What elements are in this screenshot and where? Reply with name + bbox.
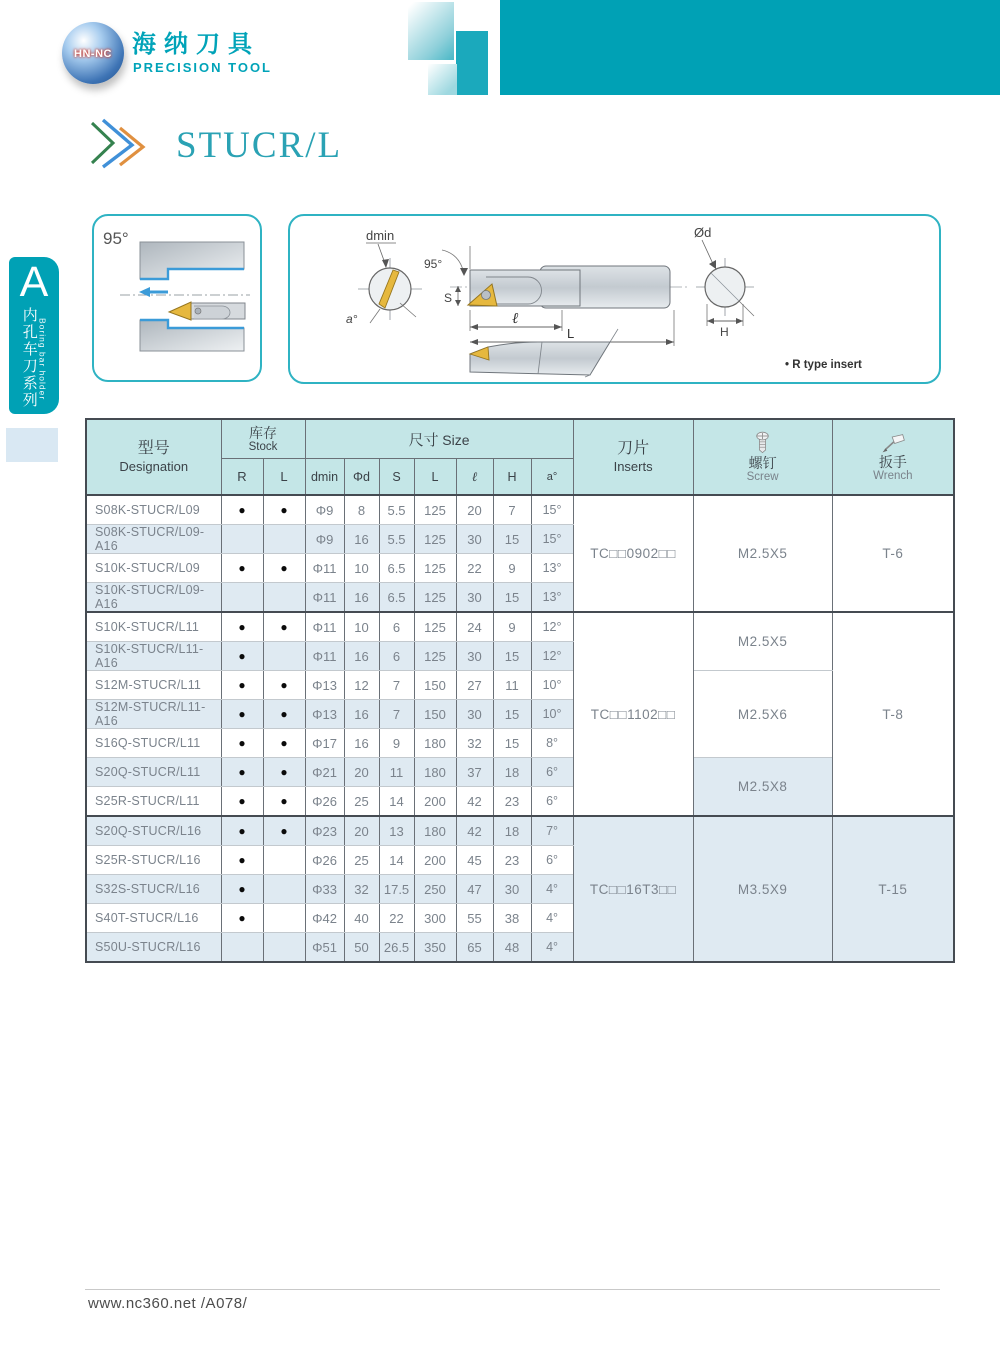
dim-cell: 125 xyxy=(414,583,456,613)
designation-cell: S16Q-STUCR/L11 xyxy=(86,729,221,758)
h-dim-label: H xyxy=(720,325,729,339)
col-header-designation xyxy=(86,419,221,495)
dim-cell: 6.5 xyxy=(379,554,414,583)
dim-cell: 42 xyxy=(456,787,493,817)
subcol-r: R xyxy=(221,459,263,496)
dim-cell: Φ17 xyxy=(305,729,344,758)
stock-l-cell: ● xyxy=(263,495,305,525)
dim-cell: 25 xyxy=(344,787,379,817)
stock-r-cell: ● xyxy=(221,495,263,525)
designation-cn: 型号 xyxy=(137,440,170,458)
stock-l-cell xyxy=(263,583,305,613)
stock-r-cell: ● xyxy=(221,875,263,904)
dim-cell: 30 xyxy=(456,642,493,671)
subcol-od: Φd xyxy=(344,459,379,496)
dim-cell: 8 xyxy=(344,495,379,525)
screw-cell: M2.5X5 xyxy=(693,612,832,671)
designation-en: Designation xyxy=(119,459,189,475)
dim-cell: 125 xyxy=(414,525,456,554)
table-row xyxy=(86,671,954,700)
insert-triangle xyxy=(169,302,191,320)
dim-cell: 9 xyxy=(379,729,414,758)
dim-cell: 150 xyxy=(414,700,456,729)
dim-cell: 30 xyxy=(456,525,493,554)
stock-l-cell: ● xyxy=(263,700,305,729)
dim-cell: 32 xyxy=(344,875,379,904)
dim-cell: 4° xyxy=(531,933,573,963)
designation-cell: S25R-STUCR/L16 xyxy=(86,846,221,875)
dim-cell: 125 xyxy=(414,642,456,671)
dim-cell: 9 xyxy=(493,554,531,583)
od-dim-label: Ød xyxy=(694,225,712,240)
stock-r-cell: ● xyxy=(221,787,263,817)
dim-cell: 7 xyxy=(379,700,414,729)
dim-cell: 350 xyxy=(414,933,456,963)
designation-cell: S12M-STUCR/L11-A16 xyxy=(86,700,221,729)
dim-cell: 13° xyxy=(531,583,573,613)
dim-cell: 20 xyxy=(456,495,493,525)
footer-rule xyxy=(85,1289,940,1290)
dim-cell: 16 xyxy=(344,700,379,729)
diagram-boring-section xyxy=(92,214,262,382)
screw-cn: 螺钉 xyxy=(748,455,777,472)
dmin-label: dmin xyxy=(366,228,395,243)
screw-cell: M2.5X8 xyxy=(693,758,832,817)
company-logo-globe xyxy=(62,22,124,84)
dim-cell: 6° xyxy=(531,787,573,817)
dim-cell: 16 xyxy=(344,642,379,671)
dim-cell: 32 xyxy=(456,729,493,758)
dim-cell: 6 xyxy=(379,642,414,671)
dim-cell: 12° xyxy=(531,642,573,671)
col-header-wrench xyxy=(832,419,954,495)
table-row xyxy=(86,758,954,787)
dim-cell: Φ11 xyxy=(305,583,344,613)
dim-cell: 20 xyxy=(344,816,379,846)
dim-cell: 8° xyxy=(531,729,573,758)
dim-cell: Φ26 xyxy=(305,787,344,817)
designation-cell: S50U-STUCR/L16 xyxy=(86,933,221,963)
page-title: STUCR/L xyxy=(176,125,343,166)
stock-r-cell: ● xyxy=(221,729,263,758)
dim-cell: 15° xyxy=(531,495,573,525)
dim-cell: 13° xyxy=(531,554,573,583)
header-deco-square-gradient xyxy=(408,2,454,60)
sidebar-series-tab xyxy=(9,257,59,414)
spec-table-body xyxy=(86,495,954,962)
wrench-cell: T-8 xyxy=(832,612,954,816)
table-row xyxy=(86,612,954,642)
dim-cell: 37 xyxy=(456,758,493,787)
stock-l-cell: ● xyxy=(263,816,305,846)
dim-cell: 15 xyxy=(493,525,531,554)
dim-cell: Φ42 xyxy=(305,904,344,933)
header-teal-band xyxy=(500,0,1000,95)
dim-cell: Φ23 xyxy=(305,816,344,846)
dim-cell: 5.5 xyxy=(379,525,414,554)
dim-cell: 125 xyxy=(414,612,456,642)
col-header-size xyxy=(305,419,573,459)
dim-cell: 6 xyxy=(379,612,414,642)
stock-l-cell xyxy=(263,904,305,933)
dim-cell: 42 xyxy=(456,816,493,846)
dim-cell: 48 xyxy=(493,933,531,963)
dim-cell: 16 xyxy=(344,729,379,758)
stock-r-cell xyxy=(221,933,263,963)
stock-r-cell: ● xyxy=(221,846,263,875)
designation-cell: S10K-STUCR/L09-A16 xyxy=(86,583,221,613)
dim-cell: 7 xyxy=(379,671,414,700)
dim-cell: 65 xyxy=(456,933,493,963)
dim-cell: 45 xyxy=(456,846,493,875)
screw-icon xyxy=(754,431,771,455)
sidebar-accent-box xyxy=(6,428,58,462)
stock-r-cell: ● xyxy=(221,700,263,729)
dim-cell: 50 xyxy=(344,933,379,963)
dim-cell: 30 xyxy=(456,583,493,613)
dim-cell: 125 xyxy=(414,554,456,583)
col-header-inserts xyxy=(573,419,693,495)
dim-cell: 15 xyxy=(493,729,531,758)
wrench-en: Wrench xyxy=(873,469,913,482)
brand-name-cn: 海纳刀具 xyxy=(132,31,260,58)
subcol-dmin: dmin xyxy=(305,459,344,496)
dim-cell: 47 xyxy=(456,875,493,904)
dim-cell: 40 xyxy=(344,904,379,933)
dim-cell: 24 xyxy=(456,612,493,642)
dim-cell: 26.5 xyxy=(379,933,414,963)
series-name-en: Boring bar holder xyxy=(37,317,48,400)
stock-en: Stock xyxy=(248,440,278,453)
dim-cell: 180 xyxy=(414,758,456,787)
dim-cell: 12 xyxy=(344,671,379,700)
stock-r-cell: ● xyxy=(221,904,263,933)
subcol-length: L xyxy=(414,459,456,496)
dim-cell: 15 xyxy=(493,642,531,671)
triple-chevron-icon xyxy=(88,116,150,172)
designation-cell: S20Q-STUCR/L11 xyxy=(86,758,221,787)
inserts-en: Inserts xyxy=(613,459,653,475)
designation-cell: S10K-STUCR/L11 xyxy=(86,612,221,642)
dim-cell: 7 xyxy=(493,495,531,525)
diagram-tool-dimensions xyxy=(288,214,941,384)
tool-dimension-drawing xyxy=(290,216,935,378)
wrench-cn: 扳手 xyxy=(878,453,907,470)
stock-l-cell xyxy=(263,846,305,875)
dim-cell: 30 xyxy=(456,700,493,729)
dim-cell: 125 xyxy=(414,495,456,525)
dim-cell: 17.5 xyxy=(379,875,414,904)
s-dim-label: S xyxy=(444,291,453,305)
dim-cell: 23 xyxy=(493,846,531,875)
designation-cell: S10K-STUCR/L11-A16 xyxy=(86,642,221,671)
dim-cell: Φ13 xyxy=(305,700,344,729)
dim-cell: Φ21 xyxy=(305,758,344,787)
dim-cell: 20 xyxy=(344,758,379,787)
stock-r-cell xyxy=(221,525,263,554)
dim-cell: 27 xyxy=(456,671,493,700)
stock-l-cell xyxy=(263,875,305,904)
dim-cell: 23 xyxy=(493,787,531,817)
stock-l-cell: ● xyxy=(263,612,305,642)
stock-l-cell: ● xyxy=(263,787,305,817)
wrench-icon xyxy=(880,433,906,454)
col-header-screw xyxy=(693,419,832,495)
stock-l-cell xyxy=(263,642,305,671)
dim-cell: Φ11 xyxy=(305,642,344,671)
dim-cell: 16 xyxy=(344,583,379,613)
dim-cell: 30 xyxy=(493,875,531,904)
designation-cell: S20Q-STUCR/L16 xyxy=(86,816,221,846)
stock-r-cell: ● xyxy=(221,758,263,787)
stock-l-cell xyxy=(263,933,305,963)
designation-cell: S40T-STUCR/L16 xyxy=(86,904,221,933)
designation-cell: S10K-STUCR/L09 xyxy=(86,554,221,583)
table-row xyxy=(86,495,954,525)
dim-cell: 18 xyxy=(493,758,531,787)
dim-cell: 22 xyxy=(456,554,493,583)
screw-cell: M2.5X5 xyxy=(693,495,832,612)
series-letter: A xyxy=(19,258,49,306)
screw-en: Screw xyxy=(746,471,779,484)
dim-cell: 300 xyxy=(414,904,456,933)
designation-cell: S08K-STUCR/L09 xyxy=(86,495,221,525)
dim-cell: 10° xyxy=(531,700,573,729)
stock-l-cell: ● xyxy=(263,729,305,758)
dim-cell: 180 xyxy=(414,729,456,758)
header-deco-square-small xyxy=(428,64,457,95)
dim-cell: 150 xyxy=(414,671,456,700)
dim-cell: Φ26 xyxy=(305,846,344,875)
designation-cell: S12M-STUCR/L11 xyxy=(86,671,221,700)
a-angle-label: a° xyxy=(346,312,358,326)
l-big-dim-label: L xyxy=(567,326,575,341)
subcol-h: H xyxy=(493,459,531,496)
stock-r-cell: ● xyxy=(221,554,263,583)
dim-cell: 55 xyxy=(456,904,493,933)
dim-cell: 13 xyxy=(379,816,414,846)
dim-cell: 15° xyxy=(531,525,573,554)
stock-cn: 库存 xyxy=(249,424,277,441)
spec-table xyxy=(85,418,955,963)
dim-cell: 10 xyxy=(344,554,379,583)
dim-cell: 18 xyxy=(493,816,531,846)
wrench-cell: T-15 xyxy=(832,816,954,962)
subcol-l: L xyxy=(263,459,305,496)
screw-cell: M3.5X9 xyxy=(693,816,832,962)
dim-cell: 11 xyxy=(379,758,414,787)
inserts-cell: TC□□0902□□ xyxy=(573,495,693,612)
boring-section-drawing xyxy=(94,216,256,376)
stock-r-cell: ● xyxy=(221,816,263,846)
subcol-s: S xyxy=(379,459,414,496)
r-type-insert-note: • R type insert xyxy=(785,359,862,371)
dim-cell: 10 xyxy=(344,612,379,642)
stock-l-cell: ● xyxy=(263,554,305,583)
dim-cell: Φ9 xyxy=(305,525,344,554)
dim-cell: 250 xyxy=(414,875,456,904)
table-row xyxy=(86,816,954,846)
designation-cell: S08K-STUCR/L09-A16 xyxy=(86,525,221,554)
logo-abbr: HN-NC xyxy=(74,48,112,60)
dim-cell: 6.5 xyxy=(379,583,414,613)
dim-cell: Φ13 xyxy=(305,671,344,700)
dim-cell: 180 xyxy=(414,816,456,846)
wrench-cell: T-6 xyxy=(832,495,954,612)
stock-r-cell: ● xyxy=(221,642,263,671)
inserts-cell: TC□□1102□□ xyxy=(573,612,693,816)
stock-l-cell: ● xyxy=(263,671,305,700)
dim-cell: 10° xyxy=(531,671,573,700)
dim-cell: 15 xyxy=(493,583,531,613)
dim-cell: 12° xyxy=(531,612,573,642)
dim-cell: Φ9 xyxy=(305,495,344,525)
inserts-cn: 刀片 xyxy=(617,440,650,458)
stock-r-cell: ● xyxy=(221,671,263,700)
subcol-l-small: ℓ xyxy=(456,459,493,496)
l-small-dim-label: ℓ xyxy=(512,311,519,327)
dim-cell: 200 xyxy=(414,846,456,875)
screw-cell: M2.5X6 xyxy=(693,671,832,758)
stock-r-cell xyxy=(221,583,263,613)
dim-cell: 11 xyxy=(493,671,531,700)
angle-95-dim-label: 95° xyxy=(424,257,443,271)
stock-l-cell: ● xyxy=(263,758,305,787)
dim-cell: 25 xyxy=(344,846,379,875)
dim-cell: Φ51 xyxy=(305,933,344,963)
dim-cell: 22 xyxy=(379,904,414,933)
designation-cell: S25R-STUCR/L11 xyxy=(86,787,221,817)
dim-cell: Φ11 xyxy=(305,612,344,642)
dim-cell: 9 xyxy=(493,612,531,642)
subcol-a-angle: a° xyxy=(531,459,573,496)
size-cn: 尺寸 xyxy=(408,431,439,449)
col-header-stock xyxy=(221,419,305,459)
dim-cell: 7° xyxy=(531,816,573,846)
header-deco-square-solid xyxy=(456,31,488,95)
stock-l-cell xyxy=(263,525,305,554)
size-en: Size xyxy=(442,431,470,448)
dim-cell: 14 xyxy=(379,846,414,875)
dim-cell: 14 xyxy=(379,787,414,817)
dim-cell: Φ33 xyxy=(305,875,344,904)
series-name-cn: 内孔车刀系列 xyxy=(20,307,38,410)
angle-95-label: 95° xyxy=(103,229,129,248)
dim-cell: 200 xyxy=(414,787,456,817)
dim-cell: 16 xyxy=(344,525,379,554)
dim-cell: 38 xyxy=(493,904,531,933)
dim-cell: 5.5 xyxy=(379,495,414,525)
dim-cell: 6° xyxy=(531,758,573,787)
dim-cell: Φ11 xyxy=(305,554,344,583)
dim-cell: 15 xyxy=(493,700,531,729)
stock-r-cell: ● xyxy=(221,612,263,642)
dim-cell: 4° xyxy=(531,904,573,933)
footer-url: www.nc360.net /A078/ xyxy=(88,1295,248,1312)
inserts-cell: TC□□16T3□□ xyxy=(573,816,693,962)
dim-cell: 4° xyxy=(531,875,573,904)
brand-name-en: PRECISION TOOL xyxy=(133,60,272,75)
dim-cell: 6° xyxy=(531,846,573,875)
designation-cell: S32S-STUCR/L16 xyxy=(86,875,221,904)
